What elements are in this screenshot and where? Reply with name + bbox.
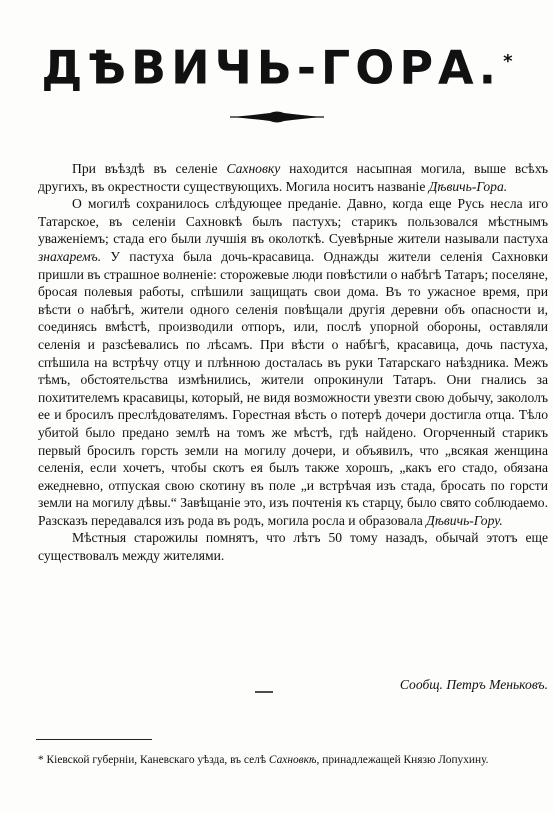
author-signature: Сообщ. Петръ Меньковъ.	[399, 677, 548, 692]
footnote-text-a: Кіевской губерніи, Каневскаго уѣзда, въ селѣ	[43, 754, 269, 766]
footnote-mark: *	[38, 754, 44, 766]
title-text: ДѢВИЧЬ-ГОРА.	[41, 40, 502, 95]
paragraph-1-italic-a: Сахновку	[226, 161, 281, 176]
footnote-rule	[36, 739, 152, 740]
paragraph-2-text-b: У пастуха была дочь-красавица. Однажды жители селенія Сахновки пришли въ страшное волненіе: сторожевые люди повѣстили о набѣгѣ Татаръ; поселяне, бросая полевыя работы, спѣшили защищать свои дома. Въ то ужасное время, при вѣсти о набѣгѣ, жители одного селенія повѣщали другія деревни объ опасности и, соединясь вмѣстѣ, производили отпоръ, или, послѣ упорной обороны, оставляли селенія и разсѣевались по лѣсамъ. При вѣсти о набѣгѣ, красавица, дочь пастуха, спѣшила на встрѣчу отцу и плѣнною досталась въ руки Татарскаго наѣздника. Межъ тѣмъ, обстоятельства измѣнились, жители опрокинули Татаръ. Они гнались за похитителемъ красавицы, который, не видя возможности увезти свою добычу, закололъ ее и бросилъ преслѣдователямъ. Горестная вѣсть о потерѣ дочери достигла отца. Тѣло убитой было предано землѣ на томъ же мѣстѣ, гдѣ найдено. Огорченный старикъ первый бросилъ горсть земли на могилу дочери, и объявилъ, что „всякая женщина селенія, если хочетъ, чтобы скотъ ея былъ также хорошъ, „какъ его стадо, обязана ежедневно, отпуская свою скотину въ поле „и встрѣчая изъ стада, бросать по горсти земли на могилу дѣвы.“ Завѣщаніе это, изъ почтенія къ старцу, было свято соблюдаемо. Разсказъ передавался изъ рода въ родъ, могила росла и образовала	[38, 248, 549, 528]
paragraph-3-text-a: Мѣстныя старожилы помнятъ, что лѣтъ 50 тому назадъ, обычай этотъ еще существовалъ между жителями.	[38, 530, 548, 564]
article-body	[38, 160, 548, 565]
paragraph-1	[38, 160, 548, 195]
small-ornament-icon	[255, 690, 273, 694]
title-footnote-mark: *	[503, 51, 513, 72]
paragraph-3	[38, 529, 548, 564]
paragraph-2	[38, 195, 548, 529]
paragraph-1-italic-b: Дѣвичь-Гора.	[428, 178, 508, 194]
ornament-divider-icon	[230, 110, 324, 124]
footnote	[38, 752, 544, 768]
paragraph-1-text-a: При въѣздѣ въ селеніе	[72, 161, 227, 176]
paragraph-2-italic-a: знахаремъ.	[38, 248, 102, 264]
paragraph-2-italic-b: Дѣвичь-Гору.	[426, 512, 503, 528]
footnote-italic: Сахновкѣ	[268, 754, 317, 766]
paragraph-2-text-a: О могилѣ сохранилось слѣдующее преданіе. Давно, когда еще Русь несла иго Татарское, въ селеніи Сахновкѣ былъ пастухъ; старикъ пользовался мѣстнымъ уваженіемъ; стада его были лучшія въ околоткѣ. Суевѣрные жители называли пастуха	[38, 196, 548, 247]
page-title	[0, 34, 554, 95]
paragraph-1-text-b: находится насыпная могила, выше всѣхъ другихъ, въ окрестности существующихъ. Могила носитъ названіе	[38, 161, 548, 194]
footnote-text-b: , принадлежащей Князю Лопухину.	[316, 754, 489, 766]
